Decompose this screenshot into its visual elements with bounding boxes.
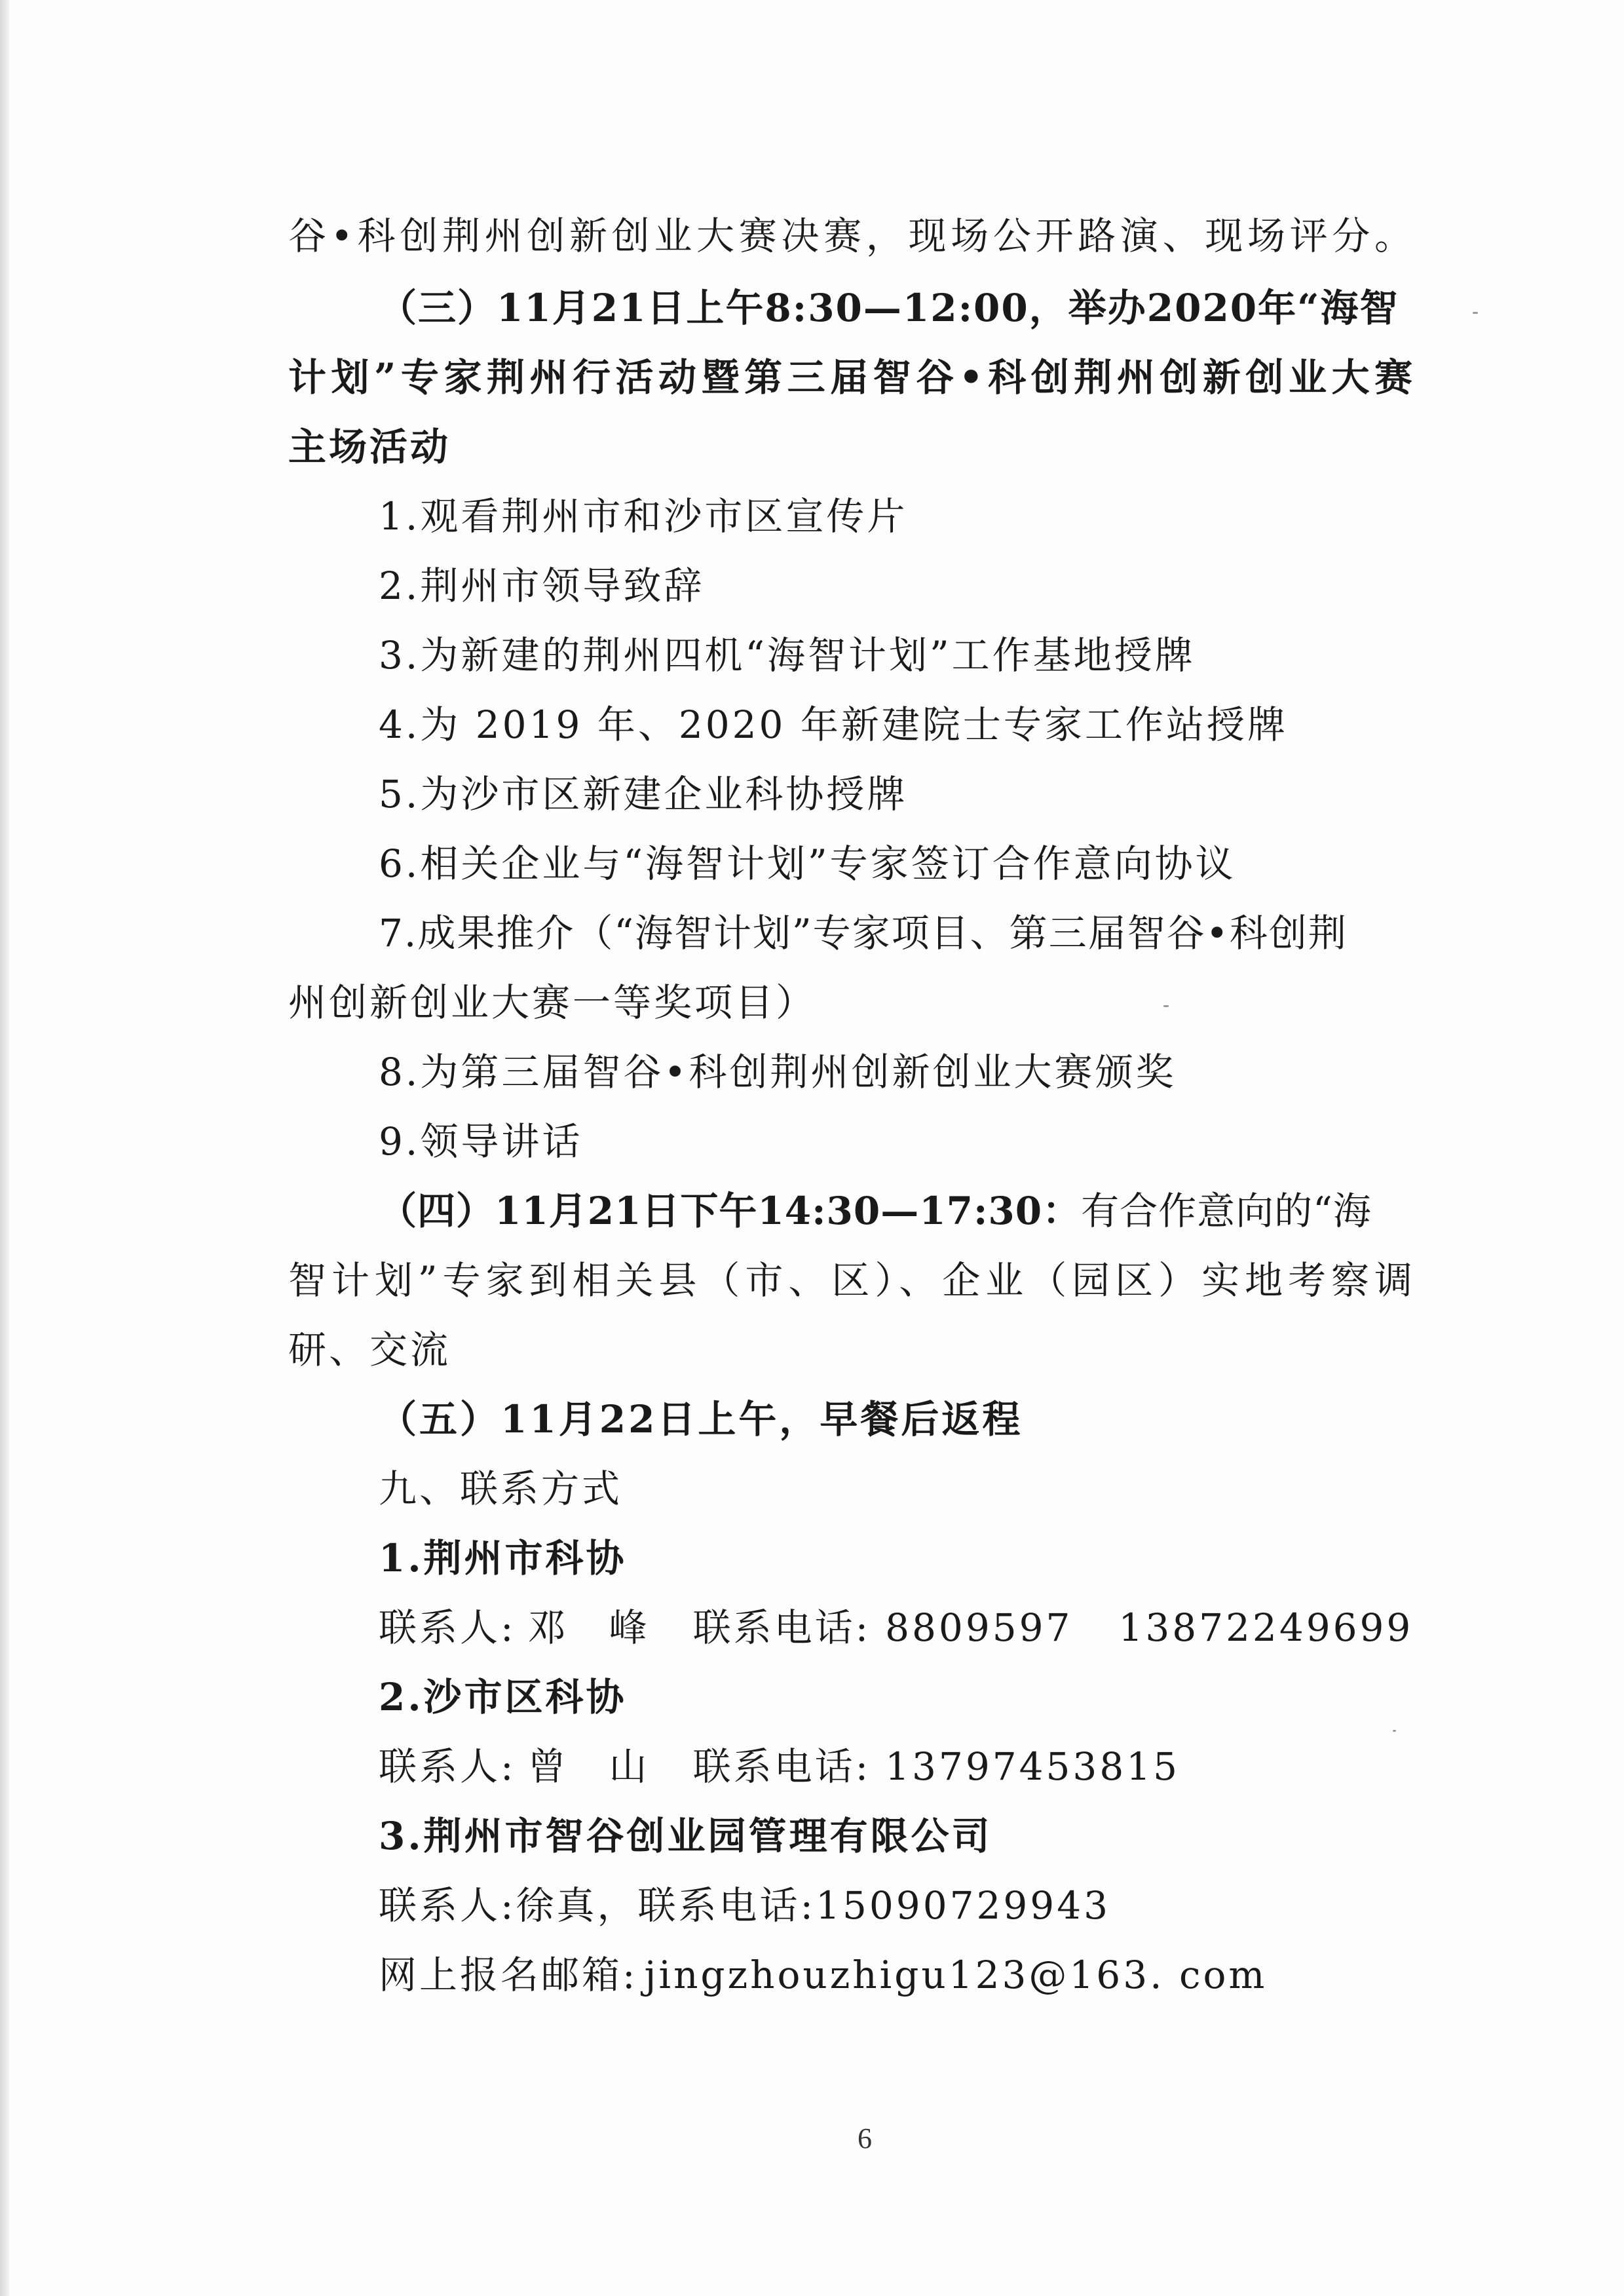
contact-phone-number: 8809597	[885, 1605, 1073, 1650]
scan-edge-shadow	[0, 0, 9, 2296]
contact-phone-label: 联系电话:	[692, 1605, 871, 1650]
scan-speck	[1393, 1730, 1396, 1732]
scan-speck	[1163, 1005, 1169, 1007]
agenda-item-3: 3.为新建的荆州四机“海智计划”工作基地授牌	[379, 633, 1196, 678]
section-4-heading: （四）11月21日下午14:30—17:30：	[379, 1189, 1082, 1233]
section-3-heading-line-1: （三）11月21日上午8:30—12:00，举办2020年“海智	[379, 286, 1399, 330]
contact-person-label: 联系人:	[379, 1744, 516, 1789]
section-4-line-3: 研、交流	[288, 1328, 451, 1372]
scan-speck	[1473, 312, 1478, 314]
contact-phone-label: 联系电话:	[692, 1744, 871, 1789]
agenda-item-6: 6.相关企业与“海智计划”专家签订合作意向协议	[379, 841, 1236, 886]
contact-phone-number: 13797453815	[885, 1744, 1180, 1789]
agenda-item-1: 1.观看荆州市和沙市区宣传片	[379, 494, 908, 539]
contact-mobile-number: 13872249699	[1118, 1605, 1414, 1650]
registration-email-address[interactable]: jingzhouzhigu123@163. com	[644, 1953, 1268, 1997]
section-4-line-2: 智计划”专家到相关县（市、区）、企业（园区）实地考察调	[288, 1258, 1412, 1303]
registration-email-label: 网上报名邮箱:	[379, 1953, 638, 1997]
agenda-item-9: 9.领导讲话	[379, 1119, 583, 1164]
agenda-item-7-line-2: 州创新创业大赛一等奖项目）	[288, 980, 817, 1025]
section-4-line-1-text: 有合作意向的“海	[1081, 1189, 1372, 1233]
section-3-heading-line-3: 主场活动	[288, 425, 451, 469]
agenda-item-2: 2.荆州市领导致辞	[379, 564, 705, 608]
section-4-line-1	[379, 1185, 1372, 1237]
body-line-continuation: 谷•科创荆州创新创业大赛决赛，现场公开路演、现场评分。	[288, 214, 1412, 258]
contact-person-label: 联系人:	[379, 1605, 516, 1650]
agenda-item-4: 4.为 2019 年、2020 年新建院士专家工作站授牌	[379, 702, 1288, 747]
contact-row-3: 联系人:徐真，联系电话:15090729943	[379, 1883, 1110, 1928]
section-5-heading: （五）11月22日上午，早餐后返程	[379, 1397, 1023, 1442]
contact-row-1	[379, 1601, 1413, 1654]
contact-org-1: 1.荆州市科协	[379, 1536, 627, 1580]
agenda-item-5: 5.为沙市区新建企业科协授牌	[379, 772, 908, 816]
agenda-item-7-line-1: 7.成果推介（“海智计划”专家项目、第三届智谷•科创荆	[379, 911, 1348, 955]
agenda-item-8: 8.为第三届智谷•科创荆州创新创业大赛颁奖	[379, 1050, 1177, 1094]
contact-row-2	[379, 1740, 1180, 1793]
contact-org-3: 3.荆州市智谷创业园管理有限公司	[379, 1814, 992, 1858]
contact-org-2: 2.沙市区科协	[379, 1675, 627, 1719]
section-3-heading-line-2: 计划”专家荆州行活动暨第三届智谷•科创荆州创新创业大赛	[288, 355, 1412, 400]
contact-person-name: 邓 峰	[527, 1605, 650, 1650]
contact-person-name: 曾 山	[527, 1744, 650, 1789]
registration-email-row	[379, 1949, 1267, 2001]
contact-section-heading: 九、联系方式	[379, 1466, 623, 1511]
page-number: 6	[858, 2122, 872, 2154]
